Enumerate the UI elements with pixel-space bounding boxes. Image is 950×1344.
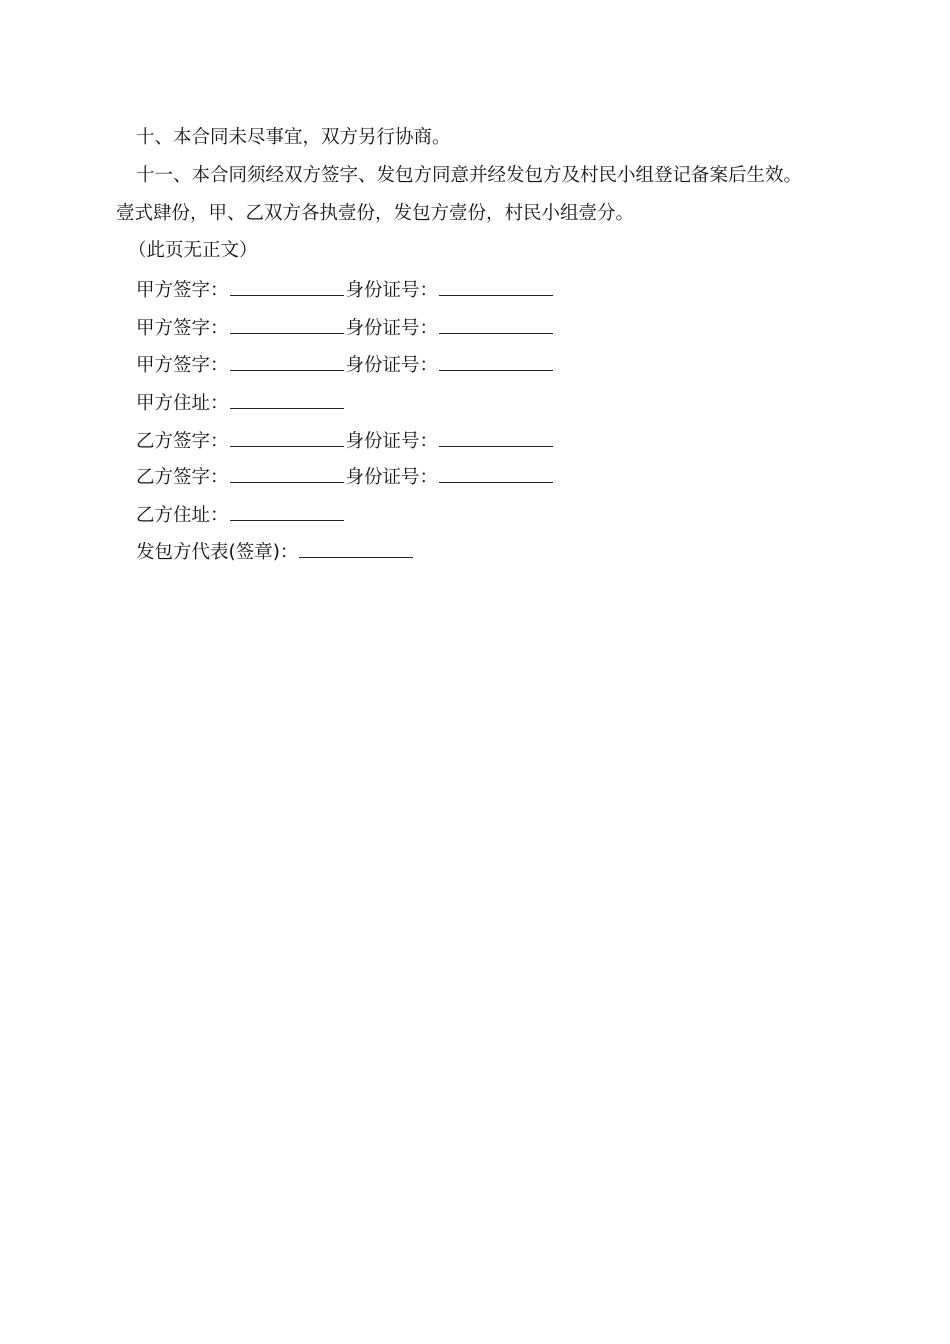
party-a-signature-field[interactable] xyxy=(230,352,344,371)
party-a-address-field[interactable] xyxy=(230,390,344,409)
id-number-label: 身份证号： xyxy=(345,280,439,301)
party-b-address-row xyxy=(136,502,346,526)
id-number-label: 身份证号： xyxy=(345,355,439,376)
party-b-signature-row-2 xyxy=(136,464,555,488)
party-a-signature-field[interactable] xyxy=(230,315,344,334)
party-b-address-label: 乙方住址： xyxy=(136,505,229,526)
contractor-rep-row xyxy=(136,539,415,563)
id-number-label: 身份证号： xyxy=(345,318,439,339)
id-number-field[interactable] xyxy=(439,352,553,371)
id-number-label: 身份证号： xyxy=(345,467,439,488)
no-text-note: （此页无正文） xyxy=(128,240,258,261)
id-number-field[interactable] xyxy=(439,315,553,334)
party-a-address-label: 甲方住址： xyxy=(136,393,229,414)
party-b-sign-label: 乙方签字： xyxy=(136,431,229,452)
party-a-signature-row-1 xyxy=(136,277,555,301)
id-number-field[interactable] xyxy=(439,277,553,296)
id-number-field[interactable] xyxy=(439,428,553,447)
party-b-signature-row-1 xyxy=(136,428,555,452)
contractor-rep-signature-field[interactable] xyxy=(299,539,413,558)
party-a-sign-label: 甲方签字： xyxy=(136,318,229,339)
party-a-address-row xyxy=(136,390,346,414)
party-b-signature-field[interactable] xyxy=(230,428,344,447)
party-a-sign-label: 甲方签字： xyxy=(136,355,229,376)
party-b-signature-field[interactable] xyxy=(230,464,344,483)
id-number-field[interactable] xyxy=(439,464,553,483)
party-b-address-field[interactable] xyxy=(230,502,344,521)
contractor-rep-label: 发包方代表(签章)： xyxy=(136,542,299,563)
party-b-sign-label: 乙方签字： xyxy=(136,467,229,488)
clause-10: 十、本合同未尽事宜，双方另行协商。 xyxy=(136,127,451,148)
party-a-signature-row-2 xyxy=(136,315,555,339)
clause-11-line-2: 壹式肆份，甲、乙双方各执壹份，发包方壹份，村民小组壹分。 xyxy=(116,203,635,224)
id-number-label: 身份证号： xyxy=(345,431,439,452)
party-a-signature-field[interactable] xyxy=(230,277,344,296)
party-a-signature-row-3 xyxy=(136,352,555,376)
party-a-sign-label: 甲方签字： xyxy=(136,280,229,301)
clause-11-line-1: 十一、本合同须经双方签字、发包方同意并经发包方及村民小组登记备案后生效。 xyxy=(136,165,803,186)
